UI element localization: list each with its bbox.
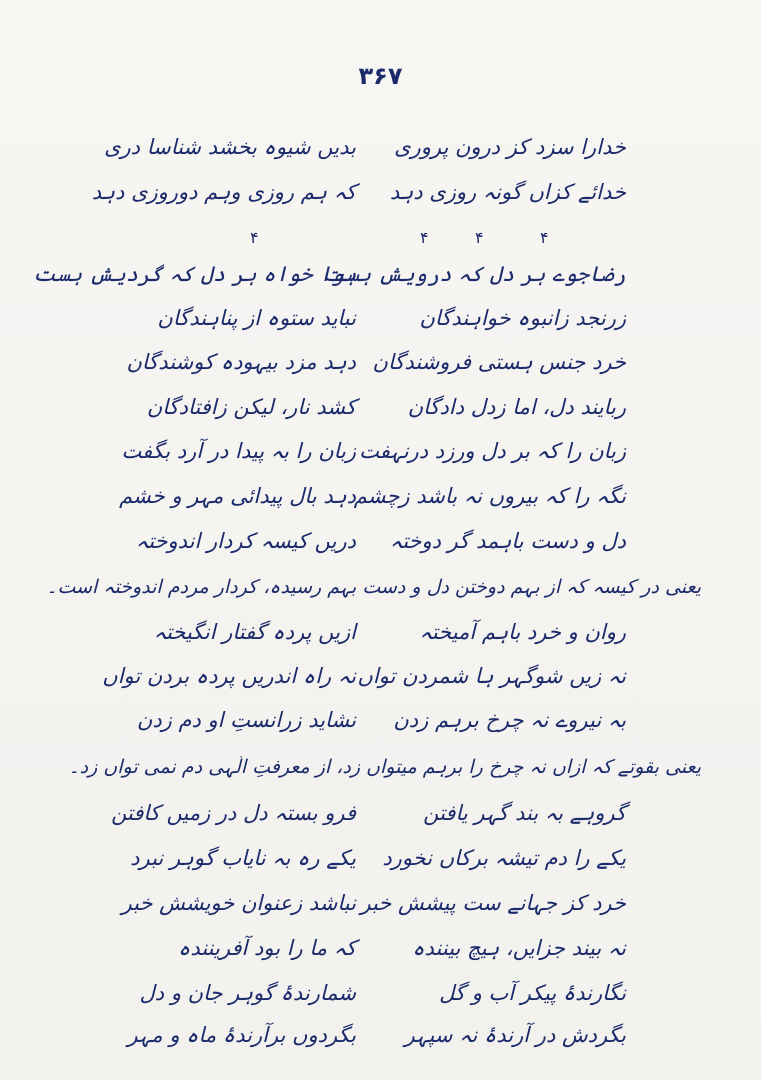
verse-right: بگردش در آرندۂ نہ سپہر [404,1023,626,1047]
verse-left: زبان را بہ پیدا در آرد بگفت [121,439,356,463]
verse-left: بگردوں برآرندۂ ماہ و مہر [127,1023,356,1047]
verse-right: خدائے کزاں گونہ روزی دہد [389,180,626,204]
verse-right: زبان را کہ بر دل ورزد درنہفت [359,439,626,463]
section-mark: ۴ [250,228,259,247]
verse-right: بہ نیروے نہ چرخ برہم زدن [393,708,626,732]
verse-left: دہد مزد بیہودہ کوشندگان [126,350,356,374]
verse-left: نہ راہ اندریں پردہ بردن تواں [102,664,356,688]
verse-left: یکے رہ بہ نایاب گوہر نبرد [130,846,356,870]
section-mark: ۴ [420,228,429,247]
verse-left: شمارندۂ گوہر جان و دل [139,981,356,1005]
section-mark: ۴ [540,228,549,247]
verse-right: گروہے بہ بند گہر یافتن [423,801,626,825]
section-mark: ۴ [475,228,484,247]
commentary-line: یعنی بقوتے کہ ازاں نہ چرخ را برہم میتواں زد، از معرفتِ الٰہی دم نمی تواں زد۔ [68,756,701,778]
verse-left: ہوا خواہ ہر دل کہ گردیش ہست [32,262,356,286]
verse-right: نگارندۂ پیکر آب و گل [439,981,626,1005]
verse-right: خرد جنس ہستی فروشندگان [372,350,626,374]
verse-left: نباشد زعنوان خویشش خبر [121,891,356,915]
verse-left: نشاید زرانستِ او دم زدن [136,708,356,732]
verse-left: ازیں پردہ گفتار انگیختہ [153,620,356,644]
verse-right: خدارا سزد کز درون پروری [394,135,626,159]
verse-right: ربایند دل، اما زدل دادگان [407,395,626,419]
verse-left: فرو بستہ دل در زمیں کافتن [111,801,356,825]
page-number: ۳۶۷ [358,62,403,90]
verse-left: نباید ستوہ از پناہندگان [157,306,356,330]
verse-right: زرنجد زانبوہ خواہندگان [419,306,626,330]
verse-left: بدیں شیوہ بخشد شناسا دری [104,135,356,159]
verse-right: نگہ را کہ بیروں نہ باشد زچشم [353,484,626,508]
verse-left: دہد بال پیدائی مہر و خشم [119,484,356,508]
verse-right: دل و دست باہمد گر دوختہ [389,529,626,553]
verse-left: کشد نار، لیکن زافتادگان [146,395,356,419]
verse-left: کہ ہم روزی وہم دوروزی دہد [91,180,356,204]
verse-right: رضاجوے ہر دل کہ درویش ہست [321,262,626,286]
verse-right: یکے را دم تیشہ برکاں نخورد [382,846,626,870]
verse-left: دریں کیسہ کردار اندوختہ [135,529,356,553]
verse-left: کہ ما را بود آفرینندہ [178,936,356,960]
commentary-line: یعنی در کیسہ کہ از بہم دوختنِ دل و دست بہم رسیدہ، کردار مردم اندوختہ است۔ [46,576,701,598]
verse-right: نہ بیند جزایں، ہیچ بینندہ [412,936,626,960]
verse-right: نہ زیں شوگہر ہا شمردن تواں [357,664,626,688]
section-marks [240,228,560,248]
verse-right: خرد کز جہانے ست پیشش خبر [360,891,626,915]
verse-right: روان و خرد باہم آمیختہ [419,620,626,644]
